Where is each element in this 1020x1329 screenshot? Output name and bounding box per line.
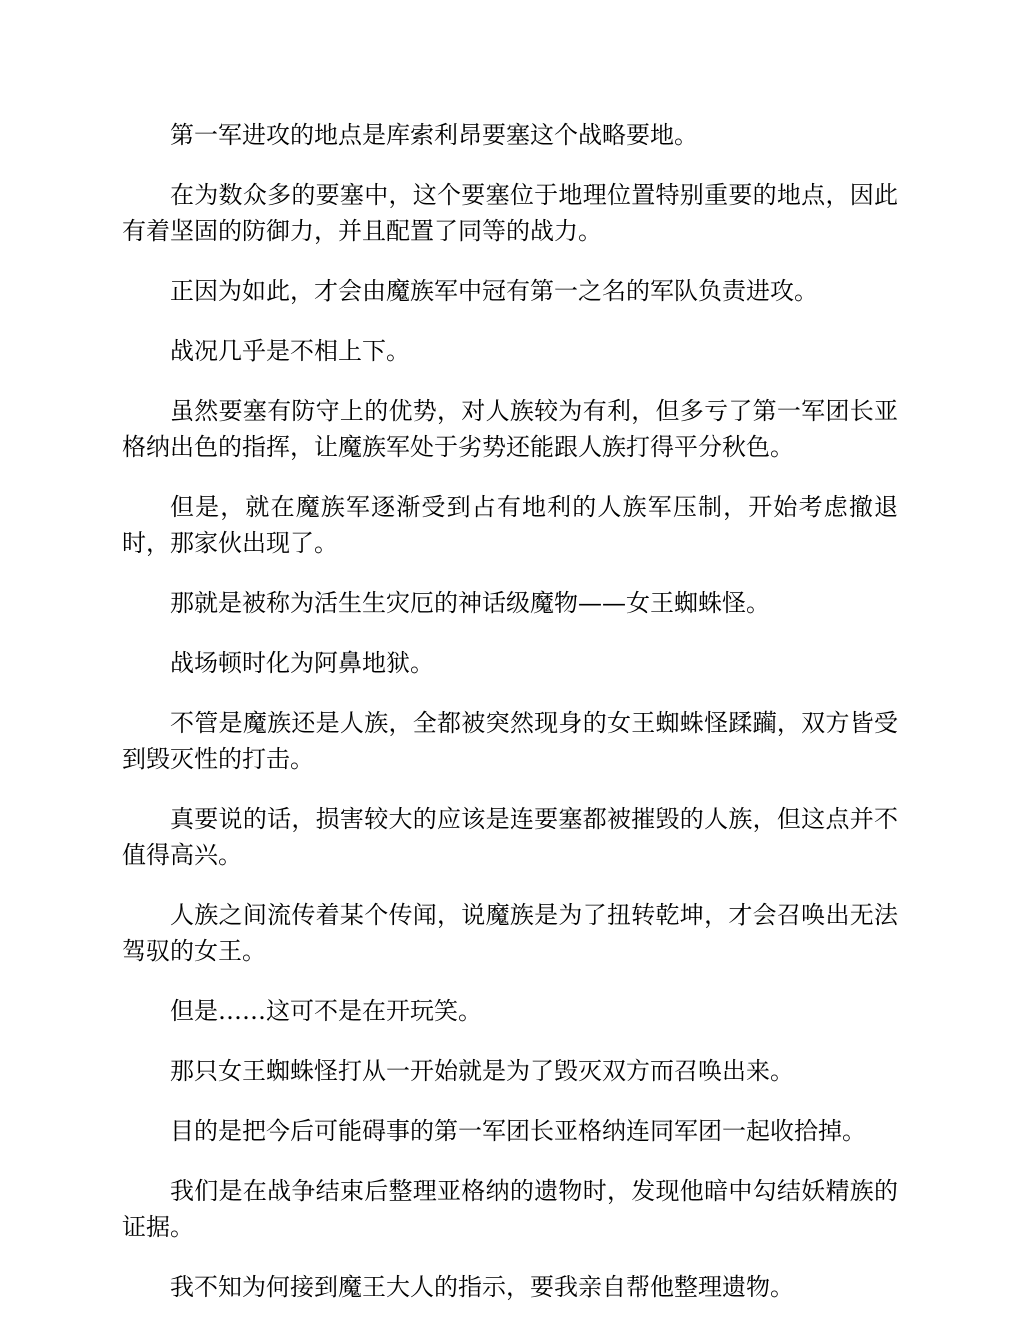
paragraph: 但是，就在魔族军逐渐受到占有地利的人族军压制，开始考虑撤退时，那家伙出现了。 [122,493,898,557]
paragraph: 我们是在战争结束后整理亚格纳的遗物时，发现他暗中勾结妖精族的证据。 [122,1177,898,1241]
paragraph: 战场顿时化为阿鼻地狱。 [170,649,434,677]
paragraph: 那只女王蜘蛛怪打从一开始就是为了毁灭双方而召唤出来。 [170,1057,794,1085]
paragraph: 真要说的话，损害较大的应该是连要塞都被摧毁的人族，但这点并不值得高兴。 [122,805,898,869]
paragraph: 在为数众多的要塞中，这个要塞位于地理位置特别重要的地点，因此有着坚固的防御力，并且配置了同等的战力。 [122,181,898,245]
paragraph: 第一军进攻的地点是库索利昂要塞这个战略要地。 [170,121,698,149]
paragraph: 不管是魔族还是人族，全都被突然现身的女王蜘蛛怪蹂躏，双方皆受到毁灭性的打击。 [122,709,898,773]
paragraph: 我不知为何接到魔王大人的指示，要我亲自帮他整理遗物。 [170,1273,794,1301]
paragraph: 战况几乎是不相上下。 [170,337,410,365]
paragraph: 正因为如此，才会由魔族军中冠有第一之名的军队负责进攻。 [170,277,818,305]
paragraph: 目的是把今后可能碍事的第一军团长亚格纳连同军团一起收拾掉。 [170,1117,866,1145]
text-body [122,117,898,1329]
paragraph: 虽然要塞有防守上的优势，对人族较为有利，但多亏了第一军团长亚格纳出色的指挥，让魔族军处于劣势还能跟人族打得平分秋色。 [122,397,898,461]
paragraph: 但是……这可不是在开玩笑。 [170,997,482,1025]
paragraph: 人族之间流传着某个传闻，说魔族是为了扭转乾坤，才会召唤出无法驾驭的女王。 [122,901,898,965]
paragraph: 那就是被称为活生生灾厄的神话级魔物——女王蜘蛛怪。 [170,589,770,617]
